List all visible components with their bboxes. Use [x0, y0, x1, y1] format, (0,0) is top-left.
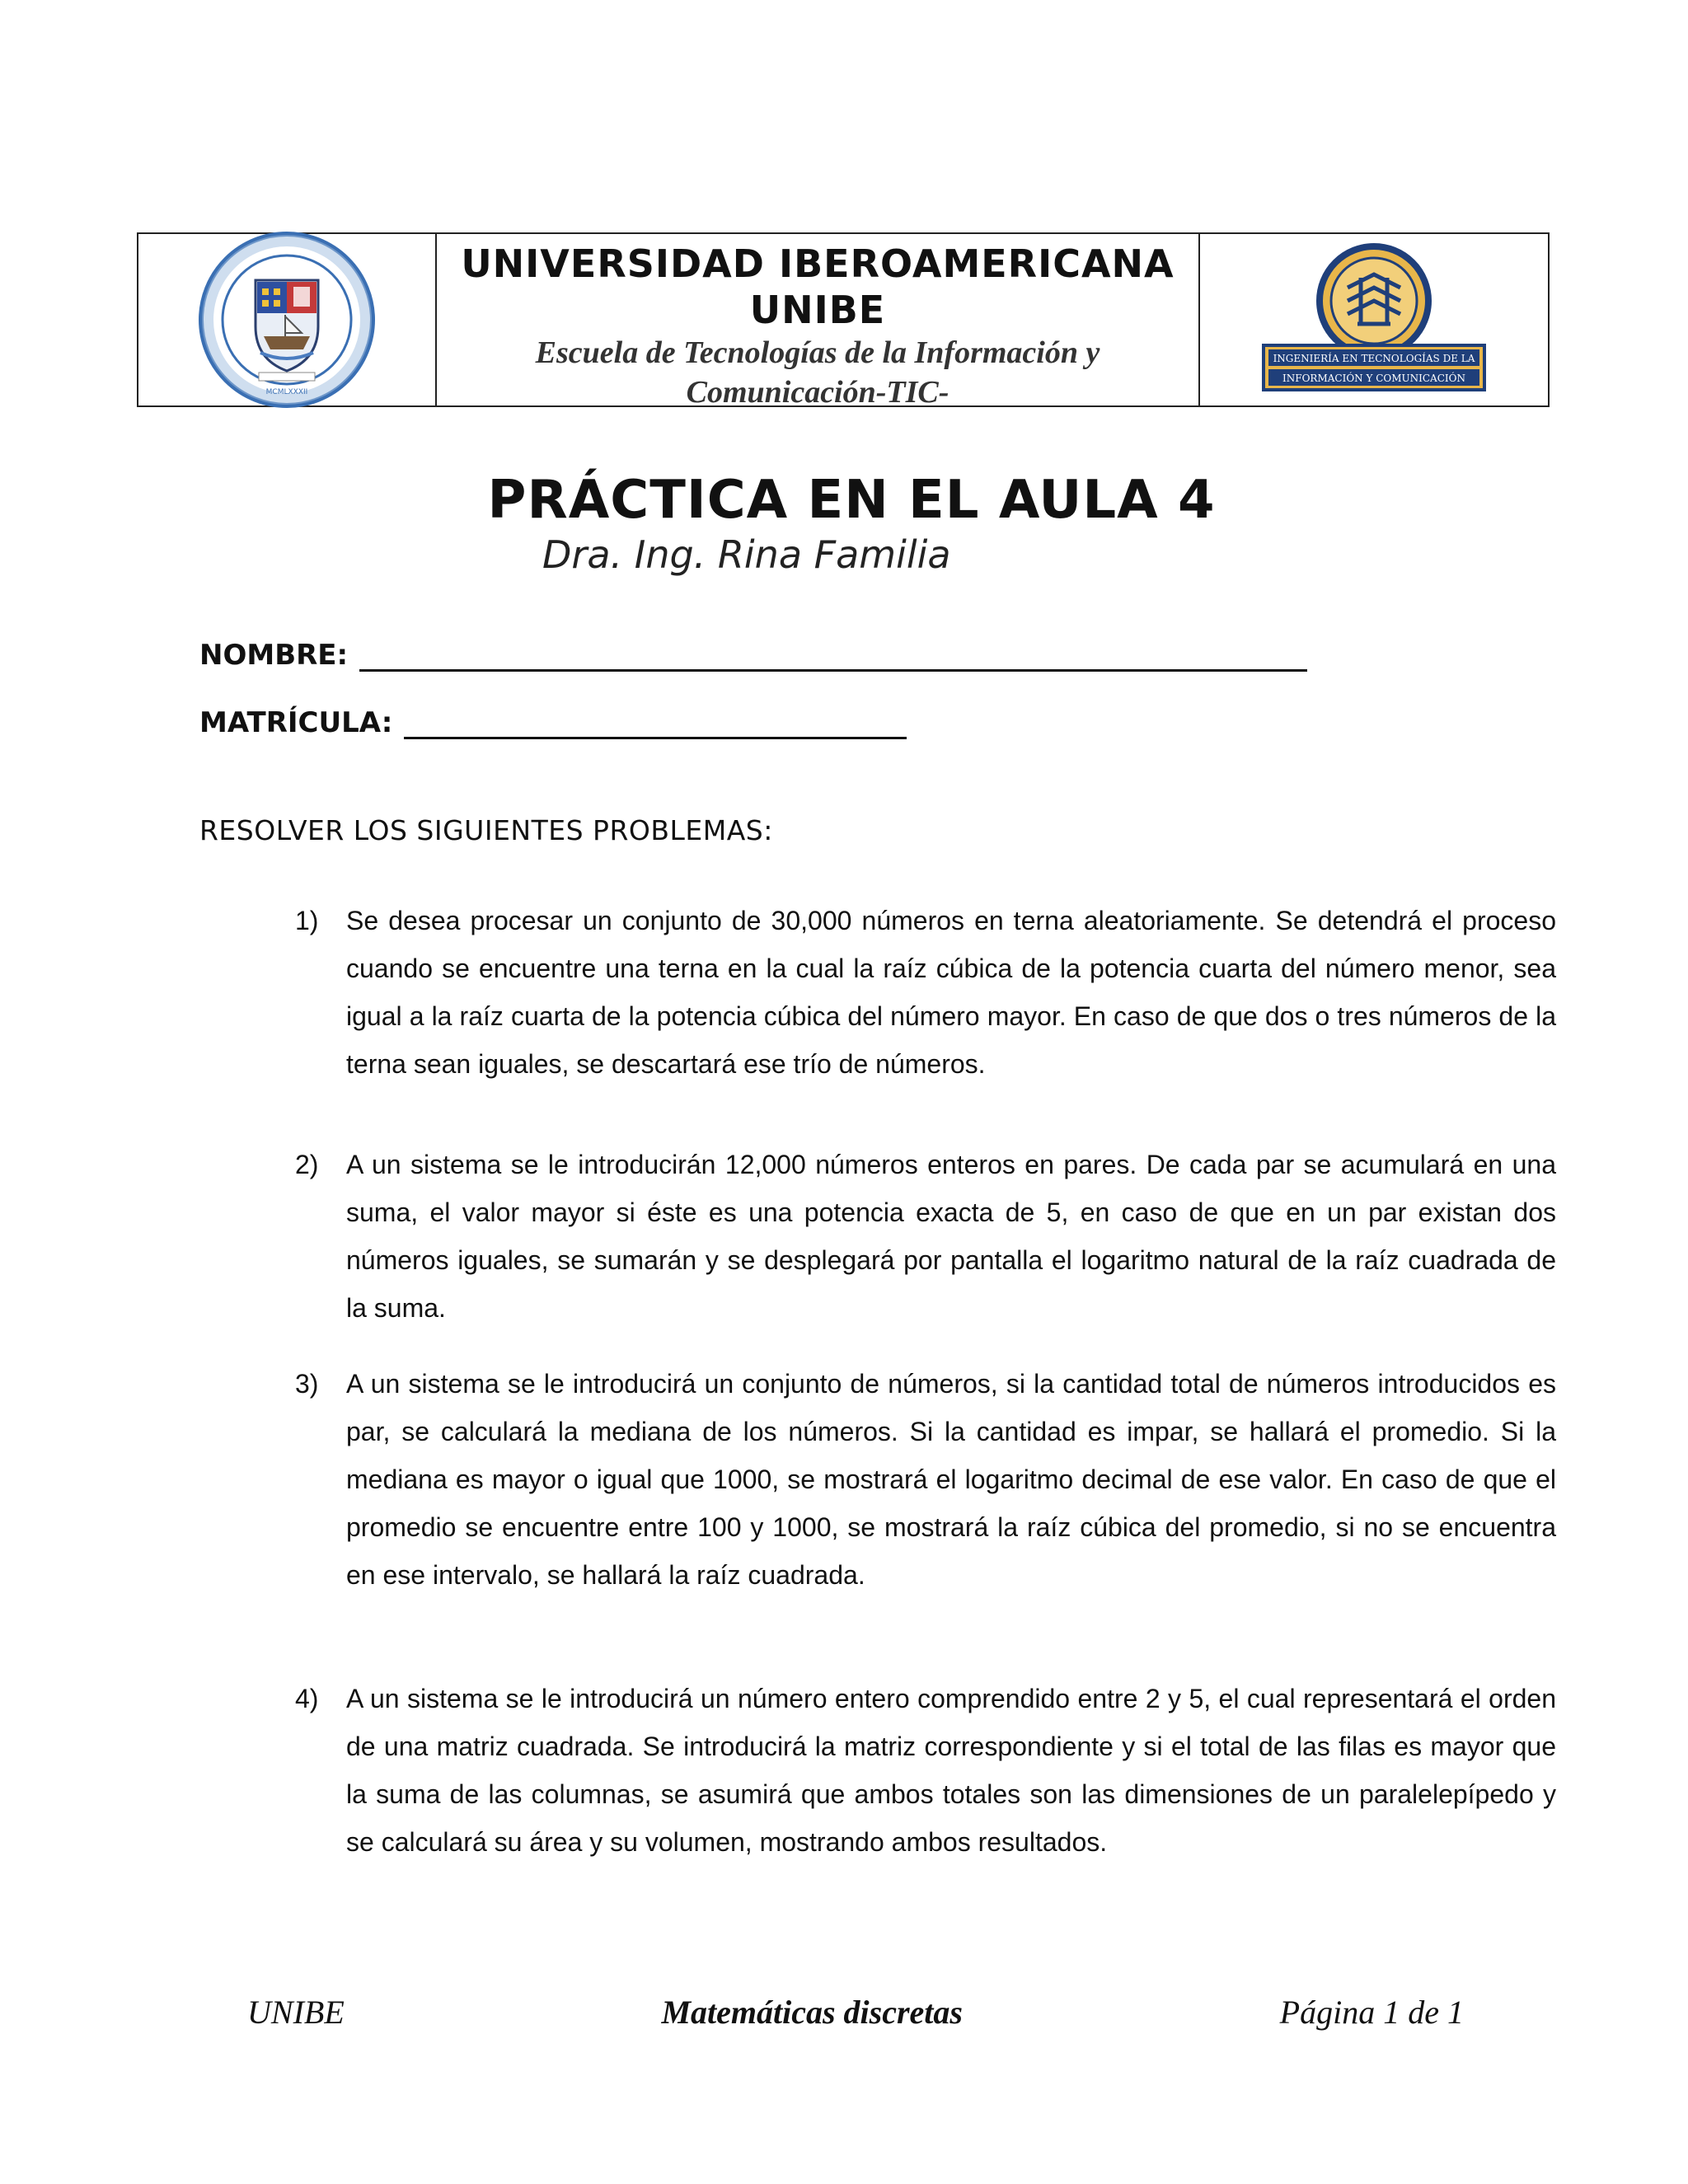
page-title: PRÁCTICA EN EL AULA 4 [487, 470, 1216, 531]
footer-course: Matemáticas discretas [661, 1994, 963, 2031]
page-footer [247, 1993, 1464, 2032]
problem-number: 2) [295, 1150, 319, 1179]
matricula-field [199, 705, 907, 739]
problem-item [295, 1675, 1556, 1866]
university-acronym: UNIBE [749, 288, 886, 332]
problem-number: 1) [295, 906, 319, 935]
problem-text: Se desea procesar un conjunto de 30,000 números en terna aleatoriamente. Se detendrá el proceso cuando se encuentre una terna en la cual la raíz cúbica de la potencia cuarta del número menor, sea igual a la raíz cuarta de la potencia cúbica del número mayor. En caso de que dos o tres números de la terna sean iguales, se descartará ese trío de números. [346, 906, 1556, 1079]
nombre-blank-line[interactable] [359, 638, 1307, 672]
svg-text:MCMLXXXII: MCMLXXXII [265, 388, 308, 396]
instruction-text: RESOLVER LOS SIGUIENTES PROBLEMAS: [199, 814, 773, 846]
problem-item [295, 1360, 1556, 1599]
university-name: UNIVERSIDAD IBEROAMERICANA [461, 241, 1175, 286]
problem-item [295, 897, 1556, 1088]
footer-left: UNIBE [247, 1994, 345, 2031]
nombre-label: NOMBRE: [199, 639, 349, 672]
matricula-blank-line[interactable] [404, 705, 907, 739]
problem-text: A un sistema se le introducirá un número entero comprendido entre 2 y 5, el cual representará el orden de una matriz cuadrada. Se introducirá la matriz correspondiente y si el total de las filas es mayor que la suma de las columnas, se asumirá que ambos totales son las dimensiones de un paralelepípedo y se calculará su área y su volumen, mostrando ambos resultados. [346, 1684, 1556, 1857]
problem-list [295, 897, 1556, 1866]
school-name-line2: Comunicación-TIC- [686, 375, 950, 410]
header-right-cell [1200, 234, 1548, 405]
university-seal-logo [196, 229, 377, 410]
school-name-line1: Escuela de Tecnologías de la Información y [535, 335, 1100, 370]
problem-number: 3) [295, 1369, 319, 1399]
header-table [137, 232, 1550, 410]
author-name: Dra. Ing. Rina Familia [542, 532, 951, 577]
problem-text: A un sistema se le introducirá un conjunto de números, si la cantidad total de números introducidos es par, se calculará la mediana de los números. Si la cantidad es impar, se hallará el promedio. Si la mediana es mayor o igual que 1000, se mostrará el logaritmo decimal de ese valor. En caso de que el promedio se encuentre entre 100 y 1000, se mostrará la raíz cúbica del promedio, si no se encuentra en ese intervalo, se hallará la raíz cuadrada. [346, 1369, 1556, 1590]
problem-item [295, 1141, 1556, 1332]
matricula-label: MATRÍCULA: [199, 706, 393, 739]
footer-page-number: Página 1 de 1 [1279, 1994, 1464, 2031]
svg-text:INGENIERÍA EN TECNOLOGÍAS DE L: INGENIERÍA EN TECNOLOGÍAS DE LA [1273, 353, 1475, 364]
svg-text:INFORMACIÓN Y COMUNICACIÓN: INFORMACIÓN Y COMUNICACIÓN [1282, 373, 1465, 384]
problem-text: A un sistema se le introducirán 12,000 números enteros en pares. De cada par se acumulará en una suma, el valor mayor si éste es una potencia exacta de 5, en caso de que en un par existan dos números iguales, se sumarán y se desplegará por pantalla el logaritmo natural de la raíz cuadrada de la suma. [346, 1150, 1556, 1323]
problem-number: 4) [295, 1684, 319, 1713]
tic-school-logo [1259, 241, 1489, 398]
nombre-field [199, 638, 1307, 672]
header-left-cell [138, 234, 437, 405]
header-center-cell [437, 234, 1200, 410]
